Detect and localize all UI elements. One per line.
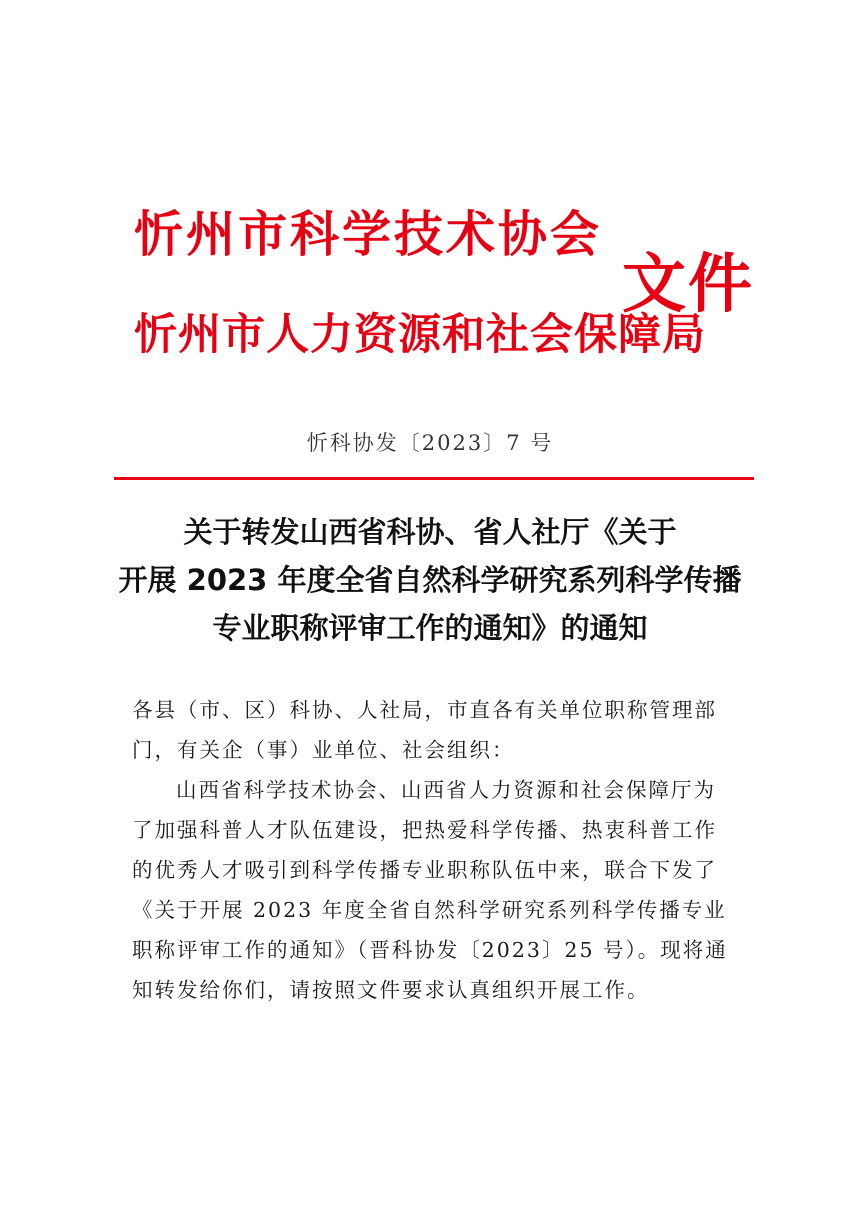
body-paragraph: 山西省科学技术协会、山西省人力资源和社会保障厅为了加强科普人才队伍建设，把热爱科学传播、热衷科普工作的优秀人才吸引到科学传播专业职称队伍中来，联合下发了《关于开展 2023 年度全省自然科学研究系列科学传播专业职称评审工作的通知》（晋科协发〔2023〕25 号）。现将通知转发给你们，请按照文件要求认真组织开展工作。	[132, 778, 728, 1002]
issuing-org-science-association: 忻州市科学技术协会	[134, 206, 603, 263]
document-title	[100, 508, 760, 652]
document-number: 忻科协发〔2023〕7 号	[306, 431, 554, 455]
document-body	[132, 690, 732, 1010]
title-line-1: 关于转发山西省科协、省人社厅《关于	[183, 515, 677, 549]
document-type-label: 文件	[622, 248, 754, 322]
title-line-2: 开展 2023 年度全省自然科学研究系列科学传播	[118, 563, 742, 597]
issuing-org-human-resources-bureau: 忻州市人力资源和社会保障局	[134, 310, 706, 360]
salutation: 各县（市、区）科协、人社局，市直各有关单位职称管理部门，有关企（事）业单位、社会组织：	[132, 698, 717, 762]
red-divider-line	[114, 477, 754, 480]
title-line-3: 专业职称评审工作的通知》的通知	[212, 611, 648, 645]
